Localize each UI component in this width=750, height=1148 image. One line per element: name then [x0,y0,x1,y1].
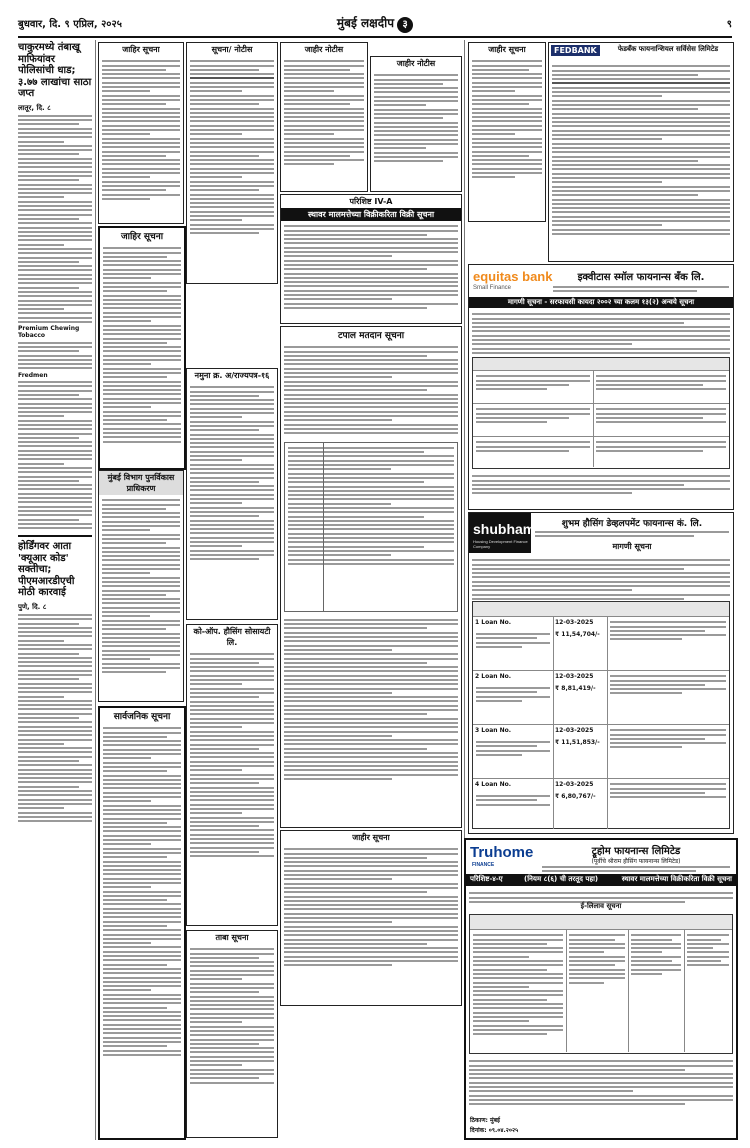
truhome-title: ट्रूहोम फायनान्स लिमिटेड [591,846,681,857]
shubham-loan-row [473,779,729,829]
public-notice-box [98,42,184,224]
shubham-section: मागणी सूचना [612,542,652,551]
equitas-address [553,285,729,294]
public-notice-heading: जाहिर सूचना [122,45,160,54]
notice-b-heading: जाहीर नोटीस [396,59,436,68]
public-notice-right-heading: जाहीर सूचना [488,45,526,54]
dept-heading: मुंबई विभाग पुनर्विकास प्राधिकरण [99,471,183,495]
second-headline: होर्डिंगवर आता 'क्यूआर कोड' सक्तीचा; पीएमआरडीएची मोठी कारवाई [18,541,75,599]
notice-a-heading: जाहीर नोटीस [304,45,344,54]
equitas-logo: equitas bank [473,269,553,284]
notice-box-b [370,56,462,192]
equitas-section: मागणी सूचना - सरफायसी कायदा २००२ च्या कलम १३(२) अन्वये सूचना [469,297,733,308]
possession-heading: ताबा सूचना [215,933,249,942]
paper-title-text: मुंबई लक्षदीप [336,16,395,30]
lead-body-2 [18,342,92,370]
shubham-loan-row [473,725,729,779]
tender-notice-heading: सूचना/ नोटीस [211,45,253,54]
loan-number: 1 Loan No. [475,619,512,626]
story-divider [18,535,92,537]
shubham-title: शुभम हौसिंग डेव्हलपमेंट फायनान्स कं. लि. [561,519,703,529]
loan-number: 4 Loan No. [475,781,512,788]
column-rule [95,40,96,1140]
paper-title [18,14,732,33]
loan-amount: ₹ 11,54,704/- [555,630,600,638]
postal-ballot-box [280,326,462,828]
society-heading: को-ऑप. हौसिंग सोसायटी लि. [193,627,271,647]
shubham-notice [468,512,734,834]
truhome-auction: ई-लिलाव सूचना [580,902,622,910]
loan-date: 12-03-2025 [555,619,594,626]
column-rule [464,40,465,860]
form-notice-box [186,368,278,620]
lead-story-column [18,40,92,1140]
postal-ballot-heading: टपाल मतदान सूचना [337,331,405,341]
possession-box [186,930,278,1138]
shubham-loan-row [473,617,729,671]
loan-number: 2 Loan No. [475,673,512,680]
shubham-logo-block [469,513,536,553]
page-label: ९ [726,19,732,30]
shubham-logo: shubham [473,521,536,537]
society-notice-box [98,470,184,702]
equitas-notice [468,264,734,510]
brand-premium: Premium Chewing Tobacco [18,325,80,340]
truhome-section-bar [466,874,736,886]
appendix-sale-box [280,194,462,324]
page-number-badge: ३ [397,17,413,33]
loan-date: 12-03-2025 [555,727,594,734]
shubham-loan-row [473,671,729,725]
shubham-tagline: Housing Development Finance Company [473,539,528,549]
public-notice-center-heading: जाहीर सूचना [352,833,390,842]
truhome-address [542,865,730,874]
notice-box-a [280,42,368,192]
public-notice-heading-2: जाहिर सूचना [120,232,164,242]
immovable-sale-heading: स्थावर मालमत्तेच्या विक्रीकरिता विक्री सूचना [281,208,461,221]
equitas-tagline: Small Finance [473,285,512,291]
fedbank-title: फेडबँक फायनान्शियल सर्विसेस लिमिटेड [617,45,719,53]
truhome-subtitle: (पूर्वीचे श्रीराम हौसिंग फायनान्स लिमिटेड) [591,858,681,865]
issue-date: बुधवार, दि. ९ एप्रिल, २०२५ [18,19,122,30]
truhome-section-left: परिशिष्ट-४-ए [470,875,503,883]
general-notice-box [98,706,186,1140]
shubham-loan-table [472,601,730,829]
loan-amount: ₹ 6,80,767/- [555,792,596,800]
truhome-place: ठिकाण: मुंबई [470,1117,500,1124]
truhome-table [469,914,733,1054]
fedbank-logo: FEDBANK [551,45,600,56]
lead-dateline: लातूर, दि. ८ [18,103,51,112]
truhome-notice [464,838,738,1140]
loan-amount: ₹ 11,51,853/- [555,738,600,746]
public-notice-right-box [468,42,546,222]
second-dateline: पुणे, दि. ८ [18,602,47,611]
fedbank-notice [548,42,734,262]
lead-headline: चाकुरमध्ये तंबाखू माफियांवर पोलिसांची धाड; ३.७७ लाखांचा साठा जप्त [18,42,92,99]
form-heading: नमुना क्र. अ/राज्यपत्र-१६ [194,371,270,380]
equitas-table [472,357,730,469]
lead-body-3 [18,381,92,529]
shubham-address [535,530,729,539]
truhome-tagline: FINANCE [472,862,495,868]
lead-body [18,115,92,323]
loan-number: 3 Loan No. [475,727,512,734]
brand-fredmen: Fredmen [18,371,48,379]
loan-date: 12-03-2025 [555,673,594,680]
masthead [18,14,732,38]
truhome-section-mid: (नियम ८(६) ची तरतूद पहा) [524,875,599,883]
ballot-schedule-table [284,442,458,612]
loan-date: 12-03-2025 [555,781,594,788]
tender-notice-box [186,42,278,284]
public-notice-box-2 [98,226,186,470]
public-notice-center-box [280,830,462,1006]
truhome-date: दिनांक: ०९.०४.२०२५ [470,1127,519,1134]
loan-amount: ₹ 8,81,419/- [555,684,596,692]
truhome-logo: Truhome [470,844,534,861]
truhome-section-right: स्थावर मालमत्तेच्या विक्रीकरिता विक्री सूचना [621,875,732,883]
general-notice-heading: सार्वजनिक सूचना [113,712,171,722]
second-body [18,614,92,822]
equitas-title: इक्वीटास स्मॉल फायनान्स बँक लि. [577,272,705,283]
society-box [186,624,278,926]
appendix-heading: परिशिष्ट IV-A [349,197,393,206]
